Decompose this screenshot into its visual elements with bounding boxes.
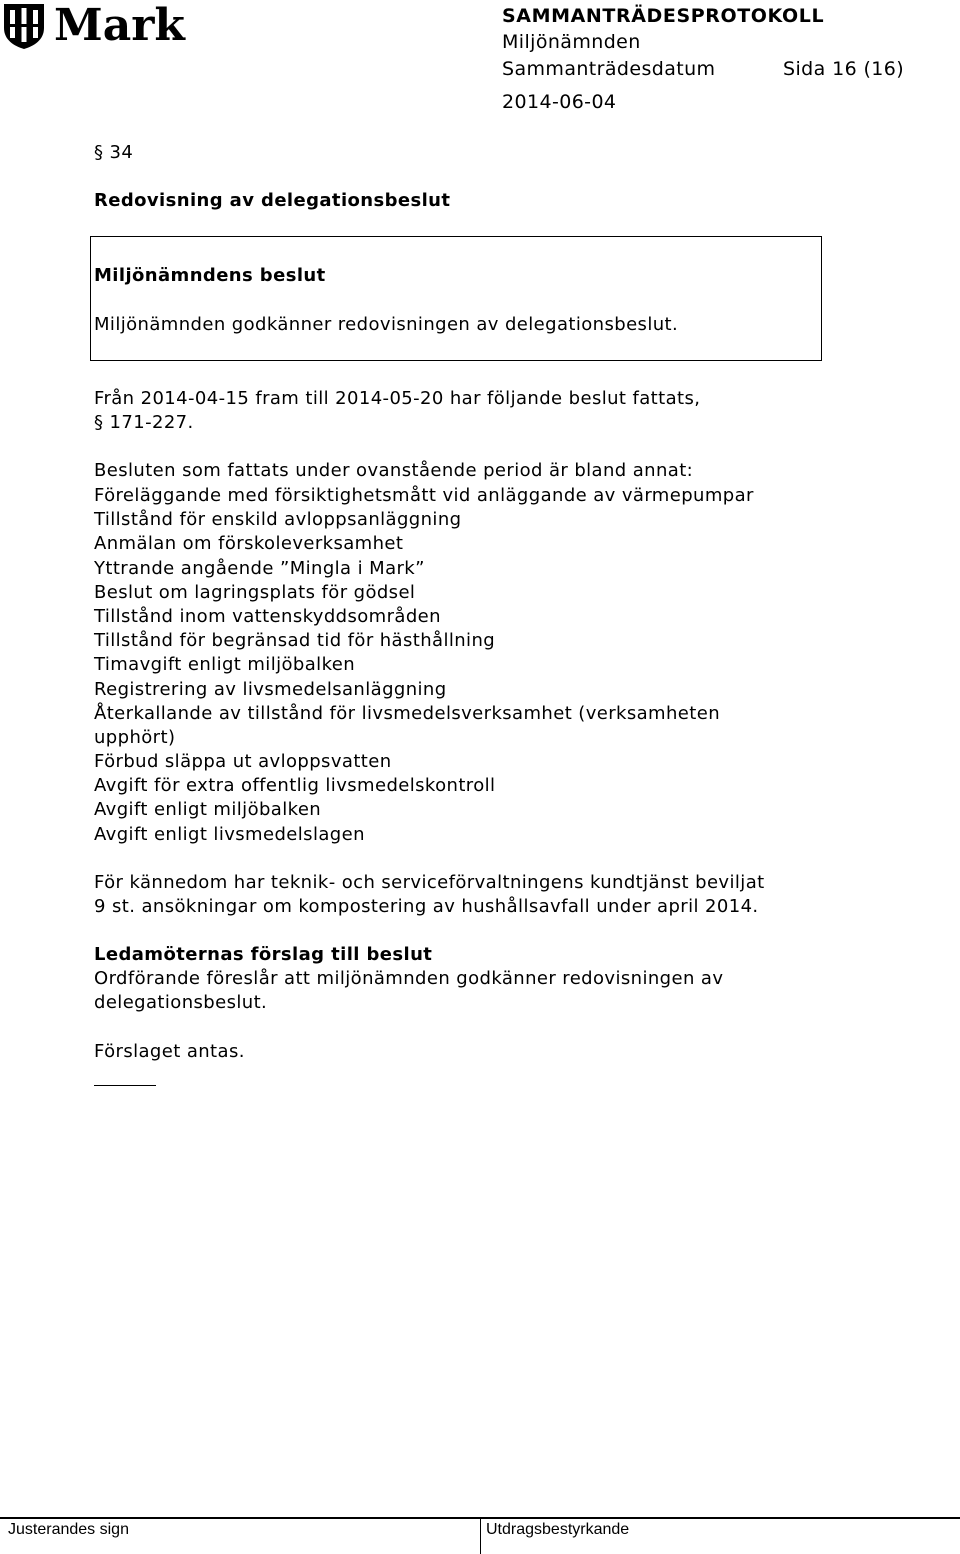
decisions-list [94,484,754,847]
meeting-date-label: Sammanträdesdatum [502,58,716,80]
list-item: Tillstånd för enskild avloppsanläggning [94,509,462,531]
period-line-1: Från 2014-04-15 fram till 2014-05-20 har följande beslut fattats, [94,388,701,409]
list-item: upphört) [94,726,176,748]
logo-text: Mark [54,0,185,51]
list-item: Beslut om lagringsplats för gödsel [94,581,416,603]
list-item: Anmälan om förskoleverksamhet [94,533,404,555]
list-item: Föreläggande med försiktighetsmått vid anläggande av värmepumpar [94,485,754,506]
decision-heading: Miljönämndens beslut [94,265,326,286]
municipality-logo [2,0,185,52]
proposal-heading: Ledamöternas förslag till beslut [94,944,433,965]
page-number: Sida 16 (16) [783,58,905,80]
decision-box [90,236,822,361]
adopted-text: Förslaget antas. [94,1041,245,1062]
meeting-date: 2014-06-04 [502,91,617,113]
list-item: Tillstånd inom vattenskyddsområden [94,605,441,627]
period-line-2: § 171-227. [94,412,194,433]
document-type: SAMMANTRÄDESPROTOKOLL [502,5,825,27]
end-rule [94,1085,156,1086]
list-item: Avgift för extra offentlig livsmedelskontroll [94,775,496,797]
list-item: Återkallande av tillstånd för livsmedelsverksamhet (verksamheten [94,702,721,724]
footer-column-divider [480,1518,481,1554]
list-item: Yttrande angående ”Mingla i Mark” [94,557,425,579]
list-intro: Besluten som fattats under ovanstående period är bland annat: [94,460,694,481]
decision-text: Miljönämnden godkänner redovisningen av delegationsbeslut. [94,314,679,335]
coat-of-arms-icon [2,2,46,50]
committee-name: Miljönämnden [502,31,641,53]
footer-certification-label: Utdragsbestyrkande [486,1521,630,1538]
list-item: Tillstånd för begränsad tid för hästhållning [94,630,496,652]
section-title: Redovisning av delegationsbeslut [94,190,451,211]
footer-signature-label: Justerandes sign [8,1521,129,1538]
info-line-2: 9 st. ansökningar om kompostering av hushållsavfall under april 2014. [94,896,759,917]
list-item: Registrering av livsmedelsanläggning [94,678,447,700]
info-line-1: För kännedom har teknik- och serviceförvaltningens kundtjänst beviljat [94,872,765,893]
list-item: Förbud släppa ut avloppsvatten [94,751,392,773]
list-item: Avgift enligt miljöbalken [94,799,322,821]
list-item: Avgift enligt livsmedelslagen [94,823,365,845]
proposal-line-1: Ordförande föreslår att miljönämnden godkänner redovisningen av [94,968,724,989]
proposal-line-2: delegationsbeslut. [94,992,268,1013]
section-number: § 34 [94,142,134,163]
list-item: Timavgift enligt miljöbalken [94,654,356,676]
